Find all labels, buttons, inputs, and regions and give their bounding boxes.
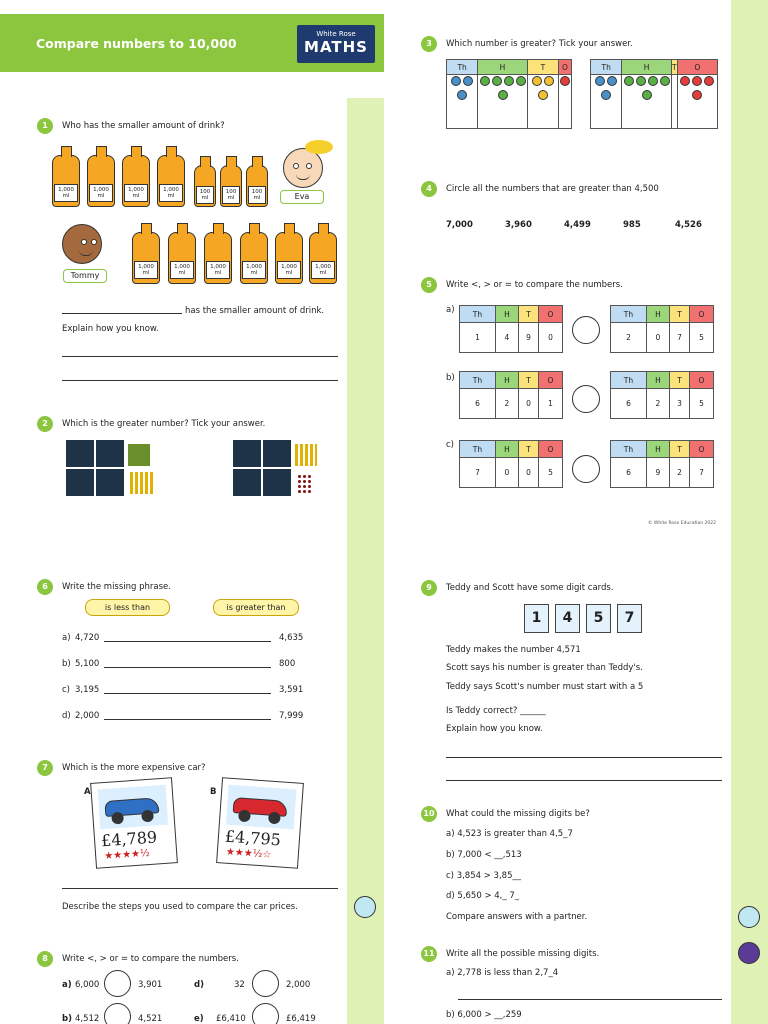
question-4-text: Circle all the numbers that are greater than 4,500: [446, 184, 659, 194]
right-number: 2,000: [286, 980, 311, 990]
right-number: 3,901: [138, 980, 163, 990]
question-1-text: Who has the smaller amount of drink?: [62, 121, 225, 131]
question-7-text: Which is the more expensive car?: [62, 763, 206, 773]
place-value-table: Th H T O 6 2 3 5: [610, 371, 714, 419]
phrase-answer-line[interactable]: [104, 667, 271, 668]
row-label: a): [62, 633, 71, 643]
part-label: b): [446, 373, 455, 383]
header-thousands: Th: [591, 60, 622, 75]
answer-line[interactable]: [62, 380, 338, 381]
answer-line[interactable]: [446, 780, 722, 781]
discussion-icon: [354, 896, 376, 918]
number-option[interactable]: 3,960: [505, 220, 532, 230]
margin-column-right: [731, 0, 768, 1024]
car-b-price: £4,795: [224, 826, 282, 850]
digit-card: 5: [586, 604, 611, 633]
row-label: b): [62, 659, 71, 669]
q10-partner: Compare answers with a partner.: [446, 912, 588, 922]
hundreds-counters: [622, 75, 672, 129]
right-number: 4,521: [138, 1014, 163, 1024]
number-option[interactable]: 4,526: [675, 220, 702, 230]
q11-part-b: b) 6,000 > __,259: [446, 1010, 522, 1020]
place-value-table: Th H T O 2 0 7 5: [610, 305, 714, 353]
margin-column-left: [347, 98, 384, 1024]
phrase-card-less-than: is less than: [85, 599, 170, 616]
tens-counters: [527, 75, 558, 129]
answer-line[interactable]: [62, 356, 338, 357]
compare-circle[interactable]: [104, 1003, 131, 1024]
bottle-1000ml: 1,000 ml: [168, 232, 196, 284]
eva-bottles: [52, 145, 282, 207]
digit-card: 4: [555, 604, 580, 633]
question-7-describe: Describe the steps you used to compare the car prices.: [62, 902, 298, 912]
row-left-number: 2,000: [75, 711, 100, 721]
row-right-number: 800: [279, 659, 296, 669]
tommy-bottles: [132, 222, 342, 284]
compare-circle[interactable]: [252, 970, 279, 997]
base-ten-blocks-left: [66, 440, 162, 496]
compare-circle[interactable]: [572, 385, 600, 413]
number-option[interactable]: 7,000: [446, 220, 473, 230]
question-11-text: Write all the possible missing digits.: [446, 949, 600, 959]
row-label: c): [62, 685, 70, 695]
question-2-number: 2: [37, 416, 53, 432]
number-option[interactable]: 4,499: [564, 220, 591, 230]
page-title: Compare numbers to 10,000: [36, 36, 237, 51]
hundreds-counters: [478, 75, 528, 129]
eva-hair: [305, 140, 333, 154]
question-1-answer-suffix: has the smaller amount of drink.: [185, 306, 325, 316]
bottle-1000ml: 1,000 ml: [52, 155, 80, 207]
answer-line[interactable]: [446, 757, 722, 758]
car-a-stars: ★★★★½: [103, 847, 151, 863]
row-left-number: 4,720: [75, 633, 100, 643]
compare-circle[interactable]: [252, 1003, 279, 1024]
part-label: b): [62, 1014, 72, 1024]
discussion-icon: [738, 906, 760, 928]
tommy-face: [62, 224, 102, 264]
question-1-number: 1: [37, 118, 53, 134]
bottle-1000ml: 1,000 ml: [240, 232, 268, 284]
question-6-text: Write the missing phrase.: [62, 582, 171, 592]
answer-line[interactable]: [62, 313, 182, 314]
header-hundreds: H: [478, 60, 528, 75]
bottle-1000ml: 1,000 ml: [204, 232, 232, 284]
question-1-explain: Explain how you know.: [62, 324, 159, 334]
question-9-number: 9: [421, 580, 437, 596]
row-right-number: 7,999: [279, 711, 304, 721]
q11-part-a: a) 2,778 is less than 2,7_4: [446, 968, 559, 978]
q10-part-c: c) 3,854 > 3,85__: [446, 871, 521, 881]
q9-line1: Teddy makes the number 4,571: [446, 645, 581, 655]
header-hundreds: H: [622, 60, 672, 75]
place-value-table: Th H T O 7 0 0 5: [459, 440, 563, 488]
eva-face: [283, 148, 323, 188]
car-b-card: [216, 777, 304, 869]
question-5-text: Write <, > or = to compare the numbers.: [446, 280, 623, 290]
thousands-counters: [447, 75, 478, 129]
phrase-card-greater-than: is greater than: [213, 599, 299, 616]
compare-circle[interactable]: [104, 970, 131, 997]
eva-name-label: Eva: [280, 190, 324, 204]
question-11-number: 11: [421, 946, 437, 962]
question-10-number: 10: [421, 806, 437, 822]
number-option[interactable]: 985: [623, 220, 641, 230]
left-number: £6,410: [216, 1014, 246, 1024]
header-ones: O: [677, 60, 717, 75]
q10-part-a: a) 4,523 is greater than 4,5_7: [446, 829, 573, 839]
q9-explain: Explain how you know.: [446, 724, 543, 734]
q10-part-b: b) 7,000 < __,513: [446, 850, 522, 860]
car-b-picture: [226, 785, 297, 830]
q9-line3: Teddy says Scott's number must start with a 5: [446, 682, 644, 692]
row-label: d): [62, 711, 71, 721]
left-number: 32: [234, 980, 245, 990]
header-ones: O: [559, 60, 572, 75]
car-b-label: B: [210, 787, 217, 797]
car-a-label: A: [84, 787, 91, 797]
q10-part-d: d) 5,650 > 4,_ 7_: [446, 891, 519, 901]
part-label: a): [62, 980, 72, 990]
phrase-answer-line[interactable]: [104, 641, 271, 642]
place-value-table: Th H T O 6 2 0 1: [459, 371, 563, 419]
q9-line2: Scott says his number is greater than Teddy's.: [446, 663, 643, 673]
compare-circle[interactable]: [572, 455, 600, 483]
part-label: c): [446, 440, 454, 450]
bottle-100ml: 100 ml: [246, 165, 268, 207]
row-left-number: 3,195: [75, 685, 100, 695]
question-3-text: Which number is greater? Tick your answer.: [446, 39, 633, 49]
bottle-1000ml: 1,000 ml: [87, 155, 115, 207]
row-right-number: 3,591: [279, 685, 304, 695]
question-10-text: What could the missing digits be?: [446, 809, 590, 819]
logo-line2: MATHS: [304, 38, 368, 56]
bottle-1000ml: 1,000 ml: [275, 232, 303, 284]
white-rose-logo: [297, 25, 375, 63]
question-7-number: 7: [37, 760, 53, 776]
phrase-answer-line[interactable]: [104, 719, 271, 720]
bottle-100ml: 100 ml: [194, 165, 216, 207]
header-thousands: Th: [447, 60, 478, 75]
row-right-number: 4,635: [279, 633, 304, 643]
challenge-icon: [738, 942, 760, 964]
question-6-number: 6: [37, 579, 53, 595]
part-label: a): [446, 305, 455, 315]
digit-card: 7: [617, 604, 642, 633]
car-b-stars: ★★★½☆: [225, 846, 272, 861]
place-value-chart-right: [590, 59, 718, 129]
part-label: e): [194, 1014, 204, 1024]
right-number: £6,419: [286, 1014, 316, 1024]
base-ten-blocks-right: [233, 440, 329, 496]
part-label: d): [194, 980, 204, 990]
bottle-1000ml: 1,000 ml: [132, 232, 160, 284]
digit-card: 1: [524, 604, 549, 633]
header-tens: T: [671, 60, 677, 75]
question-3-number: 3: [421, 36, 437, 52]
bottle-1000ml: 1,000 ml: [309, 232, 337, 284]
car-a-card: [90, 777, 178, 869]
answer-line[interactable]: [62, 888, 338, 889]
row-left-number: 5,100: [75, 659, 100, 669]
bottle-1000ml: 1,000 ml: [122, 155, 150, 207]
left-number: 4,512: [75, 1014, 100, 1024]
thousands-counters: [591, 75, 622, 129]
place-value-table: Th H T O 1 4 9 0: [459, 305, 563, 353]
place-value-table: Th H T O 6 9 2 7: [610, 440, 714, 488]
answer-line[interactable]: [458, 999, 722, 1000]
phrase-answer-line[interactable]: [104, 693, 271, 694]
logo-line1: White Rose: [316, 30, 356, 38]
car-a-price: £4,789: [100, 827, 158, 851]
question-8-number: 8: [37, 951, 53, 967]
question-9-text: Teddy and Scott have some digit cards.: [446, 583, 614, 593]
compare-circle[interactable]: [572, 316, 600, 344]
tommy-name-label: Tommy: [63, 269, 107, 283]
ones-counters: [677, 75, 717, 129]
place-value-chart-left: [446, 59, 572, 129]
copyright: © White Rose Education 2022: [648, 521, 716, 526]
question-8-text: Write <, > or = to compare the numbers.: [62, 954, 239, 964]
bottle-100ml: 100 ml: [220, 165, 242, 207]
header-tens: T: [527, 60, 558, 75]
question-5-number: 5: [421, 277, 437, 293]
ones-counters: [559, 75, 572, 129]
question-4-number: 4: [421, 181, 437, 197]
question-2-text: Which is the greater number? Tick your answer.: [62, 419, 266, 429]
car-a-picture: [98, 785, 169, 830]
q9-is-teddy-correct: Is Teddy correct? ______: [446, 706, 546, 716]
bottle-1000ml: 1,000 ml: [157, 155, 185, 207]
left-number: 6,000: [75, 980, 100, 990]
